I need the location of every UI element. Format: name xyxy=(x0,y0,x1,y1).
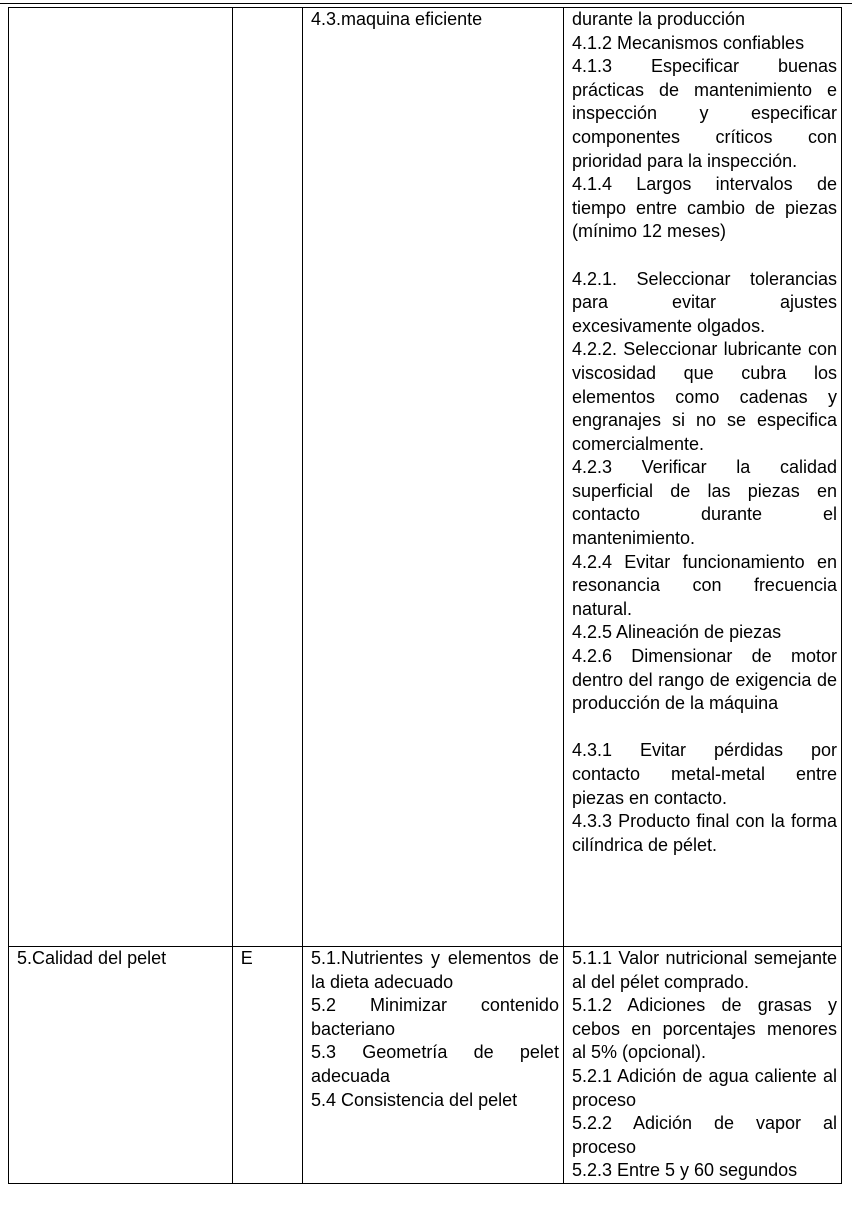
blank-line xyxy=(572,716,837,740)
table-row xyxy=(9,8,842,947)
list-item: 5.2.1 Adición de agua caliente al proceso xyxy=(571,1065,837,1110)
cell-function xyxy=(9,947,233,1184)
page-top-rule xyxy=(0,3,852,4)
cell-text: E xyxy=(240,948,253,968)
list-item: 5.3 Geometría de pelet adecuada xyxy=(310,1042,559,1086)
list-item: 5.2.3 Entre 5 y 60 segundos xyxy=(571,1160,798,1181)
requirements-table xyxy=(8,7,842,1184)
list-item: 4.1.4 Largos intervalos de tiempo entre cambio de piezas (mínimo 12 meses) xyxy=(571,174,837,242)
cell-type xyxy=(232,947,302,1184)
list-item: 4.3.3 Producto final con la forma cilíndrica de pélet. xyxy=(571,811,837,855)
list-item: 5.2.2 Adición de vapor al proceso xyxy=(571,1113,837,1157)
list-item: 5.1.2 Adiciones de grasas y cebos en porcentajes menores al 5% (opcional). xyxy=(571,995,837,1063)
cell-text: 5.Calidad del pelet xyxy=(17,948,167,968)
cell-function xyxy=(9,8,233,947)
list-item: 4.2.6 Dimensionar de motor dentro del rango de exigencia de producción de la máquina xyxy=(571,646,837,714)
list-item: 4.2.1. Seleccionar tolerancias para evitar ajustes excesivamente olgados. xyxy=(571,268,837,336)
list-item: 4.3.1 Evitar pérdidas por contacto metal-metal entre piezas en contacto. xyxy=(571,740,837,808)
list-item: 4.1.3 Especificar buenas prácticas de mantenimiento e inspección y especificar componentes críticos con prioridad para la inspección. xyxy=(571,56,837,171)
list-item: durante la producción xyxy=(571,9,746,29)
cell-subfunctions xyxy=(302,947,563,1184)
cell-specifications xyxy=(563,947,841,1184)
list-item: 5.4 Consistencia del pelet xyxy=(310,1089,518,1110)
cell-type xyxy=(232,8,302,947)
cell-subfunctions xyxy=(302,8,563,947)
blank-line xyxy=(572,244,837,268)
list-item: 4.2.5 Alineación de piezas xyxy=(571,622,782,643)
list-item: 4.3.maquina eficiente xyxy=(310,9,483,29)
list-item: 4.2.2. Seleccionar lubricante con viscosidad que cubra los elementos como cadenas y engranajes si no se especifica comercialmente. xyxy=(571,339,837,454)
list-item: 4.2.4 Evitar funcionamiento en resonancia con frecuencia natural. xyxy=(571,551,837,619)
list-item: 5.1.1 Valor nutricional semejante al del pélet comprado. xyxy=(571,948,837,992)
cell-specifications xyxy=(563,8,841,947)
table-row xyxy=(9,947,842,1184)
list-item: 4.2.3 Verificar la calidad superficial de las piezas en contacto durante el mantenimiento. xyxy=(571,457,837,549)
list-item: 4.1.2 Mecanismos confiables xyxy=(571,32,805,53)
list-item: 5.2 Minimizar contenido bacteriano xyxy=(310,995,559,1039)
list-item: 5.1.Nutrientes y elementos de la dieta adecuado xyxy=(310,948,559,992)
